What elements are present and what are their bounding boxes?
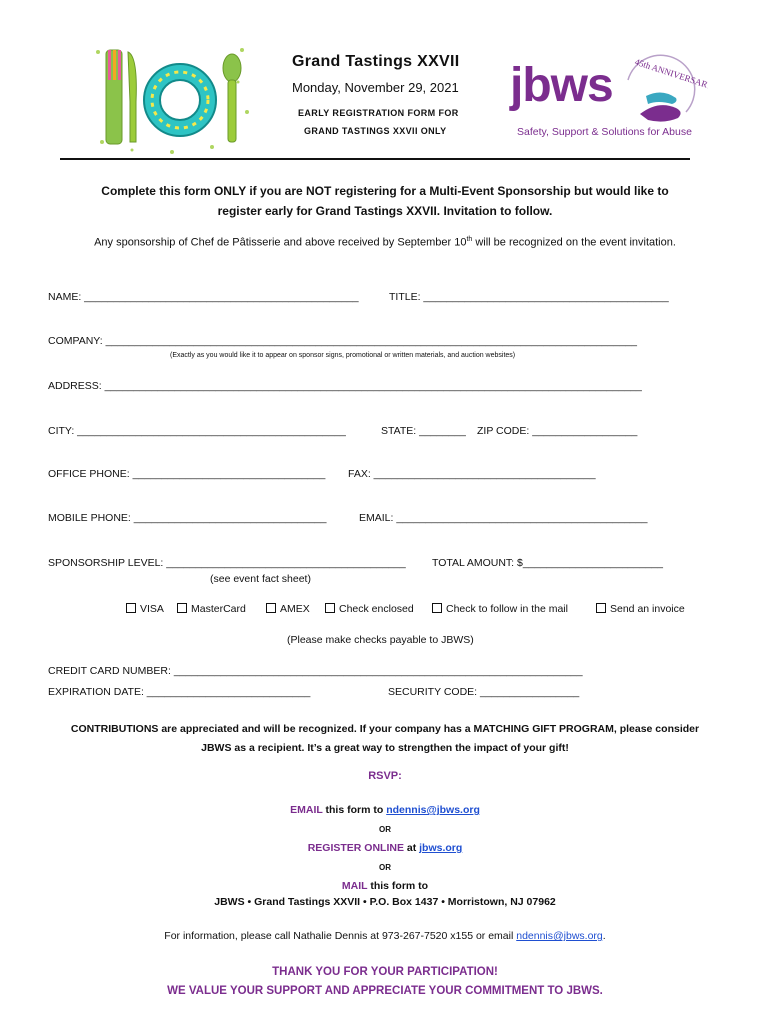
rsvp-online-line [0,842,770,854]
rsvp-mail-text: this form to [367,880,429,892]
security-code-field[interactable]: SECURITY CODE: _________________ [388,686,580,698]
rsvp-online-label: REGISTER ONLINE [307,842,404,854]
checkbox-visa[interactable] [126,603,164,615]
fax-field[interactable]: FAX: ______________________________________ [348,468,596,480]
checkbox-box[interactable] [266,603,276,613]
checkbox-label: AMEX [280,603,310,615]
fact-sheet-note: (see event fact sheet) [210,573,311,585]
sponsorship-notice [0,236,770,249]
notice-pre: Any sponsorship of Chef de Pâtisserie and above received by September 10 [94,236,467,249]
rsvp-heading: RSVP: [368,770,402,782]
checkbox-send-invoice[interactable] [596,603,685,615]
form-subtitle-line1: EARLY REGISTRATION FORM FOR [298,108,459,118]
checkbox-amex[interactable] [266,603,310,615]
checkbox-label: Check enclosed [339,603,414,615]
rsvp-mail-line [0,880,770,892]
mobile-phone-field[interactable]: MOBILE PHONE: _________________________________ [48,512,327,524]
rsvp-mail-label: MAIL [341,880,368,892]
checkbox-label: Send an invoice [610,603,685,615]
contributions-line2: JBWS as a recipient. It’s a great way to strengthen the impact of your gift! [201,742,569,754]
anniversary-text: 45th ANNIVERSARY [633,56,708,92]
notice-superscript: th [466,236,473,243]
info-end: . [602,930,606,942]
jbws-wordmark: jbws [510,59,613,112]
closing-line1: THANK YOU FOR YOUR PARTICIPATION! [272,966,498,978]
city-field[interactable]: CITY: ______________________________________________ [48,425,346,437]
checkbox-label: VISA [140,603,164,615]
form-subtitle-line2: GRAND TASTINGS XXVII ONLY [304,126,447,136]
checkbox-box[interactable] [325,603,335,613]
zip-field[interactable]: ZIP CODE: __________________ [477,425,638,437]
credit-card-field[interactable]: CREDIT CARD NUMBER: ______________________________________________________________________ [48,665,583,677]
total-amount-field[interactable]: TOTAL AMOUNT: $________________________ [432,557,663,569]
rsvp-or-1: OR [379,825,391,834]
checkbox-box[interactable] [432,603,442,613]
intro-line1: Complete this form ONLY if you are NOT registering for a Multi-Event Sponsorship but would like to [101,184,669,198]
rsvp-online-text: at [403,842,420,854]
email-field[interactable]: EMAIL: ___________________________________________ [359,512,648,524]
intro-line2: register early for Grand Tastings XXVII. Invitation to follow. [217,204,553,218]
rsvp-email-label: EMAIL [290,804,323,816]
notice-post: will be recognized on the event invitation. [472,236,676,249]
checkbox-mastercard[interactable] [177,603,246,615]
state-field[interactable]: STATE: ________ [381,425,466,437]
checkbox-check-to-follow[interactable] [432,603,568,615]
place-setting-illustration [92,42,252,157]
address-field[interactable]: ADDRESS: ____________________________________________________________________________________________ [48,380,642,392]
rsvp-email-link[interactable]: ndennis@jbws.org [386,804,480,816]
contributions-line1: CONTRIBUTIONS are appreciated and will be recognized. If your company has a MATCHING GIFT PROGRAM, please consider [70,723,700,735]
checkbox-box[interactable] [126,603,136,613]
name-field[interactable]: NAME: _______________________________________________ [48,291,359,303]
company-field[interactable]: COMPANY: ___________________________________________________________________________________________ [48,335,637,347]
closing-line2: WE VALUE YOUR SUPPORT AND APPRECIATE YOUR COMMITMENT TO JBWS. [167,985,603,997]
sponsorship-level-field[interactable]: SPONSORSHIP LEVEL: _________________________________________ [48,557,406,569]
info-line [0,930,770,942]
info-email-link[interactable]: ndennis@jbws.org [516,930,603,942]
rsvp-email-text: this form to [322,804,387,816]
checkbox-box[interactable] [596,603,606,613]
expiration-date-field[interactable]: EXPIRATION DATE: ____________________________ [48,686,311,698]
header-divider [60,158,690,160]
rsvp-email-line [0,804,770,816]
office-phone-field[interactable]: OFFICE PHONE: _________________________________ [48,468,326,480]
rsvp-or-2: OR [379,863,391,872]
jbws-tagline: Safety, Support & Solutions for Abuse [517,126,692,138]
title-field[interactable]: TITLE: __________________________________________ [389,291,669,303]
rsvp-mail-address: JBWS • Grand Tastings XXVII • P.O. Box 1437 • Morristown, NJ 07962 [214,896,556,908]
checkbox-label: MasterCard [191,603,246,615]
event-date: Monday, November 29, 2021 [292,80,459,95]
event-title: Grand Tastings XXVII [292,53,460,70]
checkbox-label: Check to follow in the mail [446,603,568,615]
rsvp-online-link[interactable]: jbws.org [419,842,463,854]
info-text: For information, please call Nathalie Dennis at 973-267-7520 x155 or email [164,930,517,942]
checkbox-box[interactable] [177,603,187,613]
checkbox-check-enclosed[interactable] [325,603,414,615]
company-note: (Exactly as you would like it to appear on sponsor signs, promotional or written materials, and auction websites) [170,352,516,359]
checks-payable-note: (Please make checks payable to JBWS) [287,634,474,646]
